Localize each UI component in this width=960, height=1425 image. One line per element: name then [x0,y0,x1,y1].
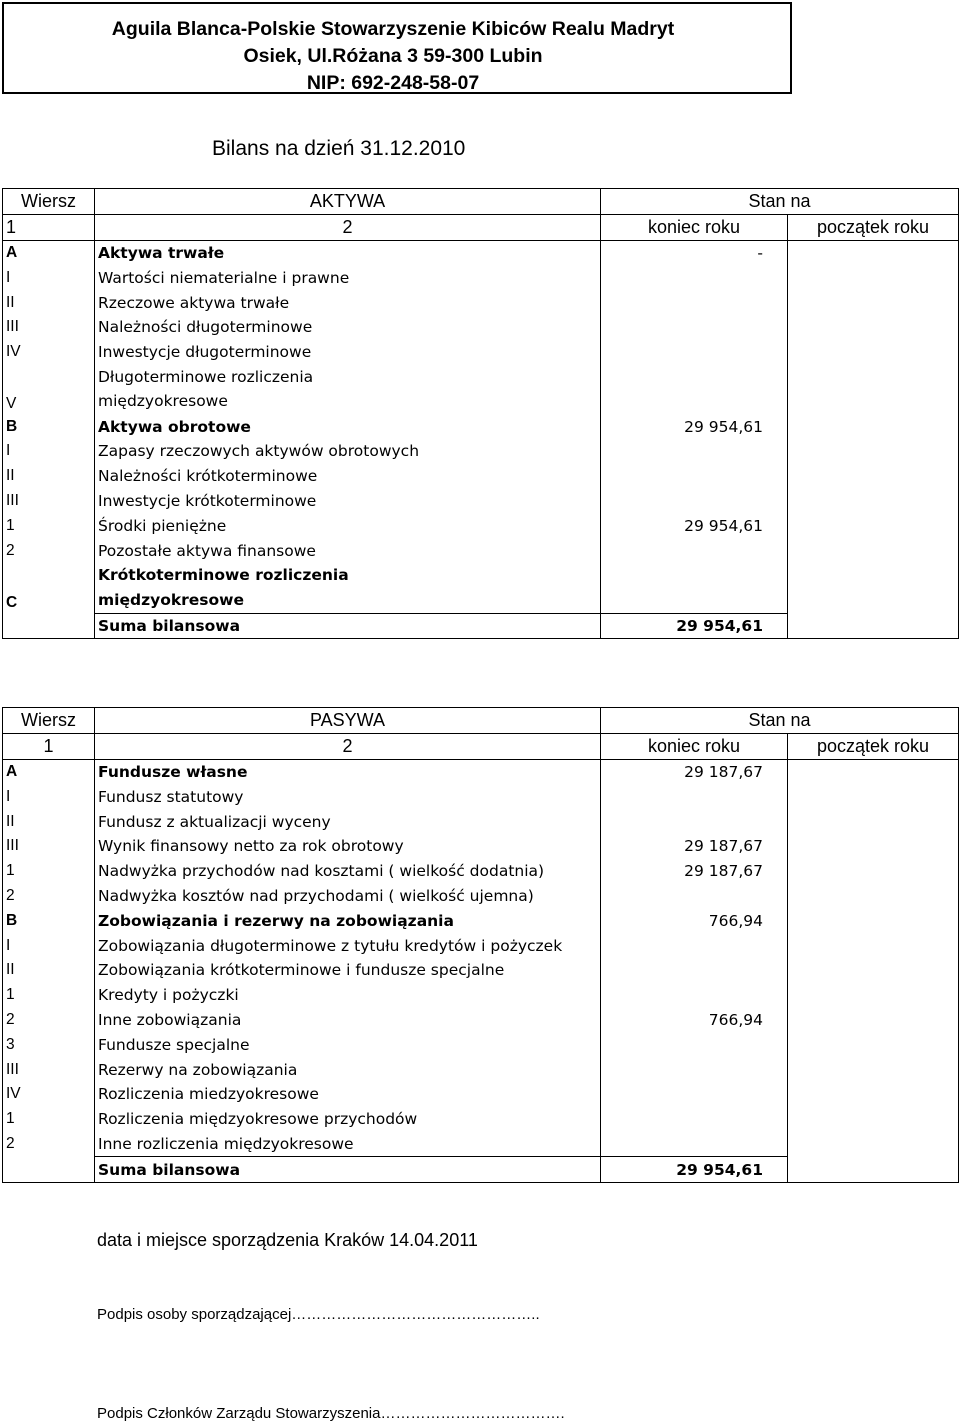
row-end-value [601,809,788,834]
row-id: 1 [3,1107,95,1132]
table-row [3,1008,959,1033]
row-id: 2 [3,1132,95,1157]
row-start-value [788,513,959,538]
row-end-value [601,784,788,809]
subheader-start-year: początek roku [788,733,959,759]
row-end-value [601,365,788,415]
table-row [3,340,959,365]
signature-preparer: Podpis osoby sporządzającej………………………………………….. [97,1306,540,1323]
row-start-value [788,365,959,415]
row-end-value [601,1032,788,1057]
row-id: II [3,464,95,489]
row-label: Fundusz statutowy [95,784,601,809]
row-label: Rozliczenia międzyokresowe przychodów [95,1107,601,1132]
table-row [3,464,959,489]
row-label [95,365,601,415]
row-start-value [788,489,959,514]
row-end-value [601,290,788,315]
row-label: Nadwyżka kosztów nad przychodami ( wielkość ujemna) [95,884,601,909]
subheader-col2: 2 [95,214,601,240]
table-row [3,784,959,809]
total-row [3,613,959,639]
row-start-value [788,464,959,489]
row-label: Rzeczowe aktywa trwałe [95,290,601,315]
row-id: V [3,365,95,415]
row-id: 3 [3,1032,95,1057]
table-row [3,983,959,1008]
row-label-line2: międzyokresowe [98,590,245,609]
row-start-value [788,290,959,315]
liabilities-table [2,707,959,1183]
row-id: A [3,240,95,265]
row-end-value [601,439,788,464]
table-subheader-row [3,214,959,240]
row-label: Należności krótkoterminowe [95,464,601,489]
row-start-value [788,340,959,365]
table-row [3,1132,959,1157]
total-start-value [788,613,959,639]
header-wiersz: Wiersz [3,708,95,734]
total-start-value [788,1157,959,1183]
row-id: III [3,1057,95,1082]
total-label: Suma bilansowa [95,613,601,639]
table-row [3,1057,959,1082]
row-label: Kredyty i pożyczki [95,983,601,1008]
row-end-value [601,538,788,563]
subheader-end-year: koniec roku [601,733,788,759]
row-label: Należności długoterminowe [95,315,601,340]
row-label-line1: Długoterminowe rozliczenia [98,367,314,386]
row-label [95,563,601,613]
row-id: I [3,265,95,290]
table-row [3,563,959,613]
organization-header [2,2,792,94]
row-id: I [3,784,95,809]
row-end-value: 29 187,67 [601,759,788,784]
row-end-value [601,1107,788,1132]
header-stan-na: Stan na [601,708,959,734]
row-id: B [3,908,95,933]
row-label: Środki pieniężne [95,513,601,538]
row-end-value [601,933,788,958]
header-stan-na: Stan na [601,189,959,215]
total-end-value: 29 954,61 [601,1157,788,1183]
header-section: AKTYWA [95,189,601,215]
row-label: Zobowiązania i rezerwy na zobowiązania [95,908,601,933]
table-row [3,290,959,315]
row-label: Wynik finansowy netto za rok obrotowy [95,834,601,859]
row-label: Inwestycje krótkoterminowe [95,489,601,514]
row-start-value [788,834,959,859]
row-end-value [601,265,788,290]
row-start-value [788,315,959,340]
table-row [3,365,959,415]
row-label: Aktywa obrotowe [95,414,601,439]
total-row [3,1157,959,1183]
row-label: Wartości niematerialne i prawne [95,265,601,290]
total-end-value: 29 954,61 [601,613,788,639]
row-id: C [3,563,95,613]
org-nip: NIP: 692-248-58-07 [306,72,480,94]
table-row [3,1032,959,1057]
row-start-value [788,265,959,290]
row-start-value [788,1082,959,1107]
row-end-value: - [601,240,788,265]
row-end-value [601,983,788,1008]
row-id: 2 [3,884,95,909]
subheader-end-year: koniec roku [601,214,788,240]
row-end-value [601,315,788,340]
row-end-value: 29 954,61 [601,414,788,439]
row-start-value [788,1032,959,1057]
row-end-value [601,464,788,489]
row-end-value [601,958,788,983]
table-row [3,414,959,439]
table-header-row [3,708,959,734]
row-start-value [788,809,959,834]
header-wiersz: Wiersz [3,189,95,215]
row-label: Rezerwy na zobowiązania [95,1057,601,1082]
header-section: PASYWA [95,708,601,734]
row-end-value: 29 954,61 [601,513,788,538]
row-end-value [601,1057,788,1082]
row-start-value [788,859,959,884]
assets-table [2,188,959,639]
row-id: IV [3,1082,95,1107]
row-end-value [601,340,788,365]
row-start-value [788,933,959,958]
row-end-value [601,1082,788,1107]
row-label: Zapasy rzeczowych aktywów obrotowych [95,439,601,464]
table-row [3,240,959,265]
row-id: 1 [3,513,95,538]
row-start-value [788,538,959,563]
row-label: Zobowiązania długoterminowe z tytułu kredytów i pożyczek [95,933,601,958]
row-label: Aktywa trwałe [95,240,601,265]
row-id: I [3,439,95,464]
row-id: II [3,809,95,834]
row-start-value [788,1008,959,1033]
row-end-value [601,563,788,613]
org-name: Aguila Blanca-Polskie Stowarzyszenie Kibiców Realu Madryt [111,18,675,40]
row-id: 2 [3,538,95,563]
row-id: 1 [3,859,95,884]
row-start-value [788,958,959,983]
row-label: Fundusze specjalne [95,1032,601,1057]
row-id: B [3,414,95,439]
row-id: III [3,489,95,514]
row-label: Rozliczenia miedzyokresowe [95,1082,601,1107]
signature-board: Podpis Członków Zarządu Stowarzyszenia………………………………. [97,1405,565,1422]
row-id: I [3,933,95,958]
row-start-value [788,240,959,265]
table-row [3,809,959,834]
row-label: Zobowiązania krótkoterminowe i fundusze specjalne [95,958,601,983]
table-row [3,933,959,958]
table-row [3,489,959,514]
row-start-value [788,1107,959,1132]
row-end-value: 766,94 [601,908,788,933]
row-end-value: 29 187,67 [601,859,788,884]
row-label: Fundusz z aktualizacji wyceny [95,809,601,834]
row-label-line1: Krótkoterminowe rozliczenia [98,566,349,585]
table-header-row [3,189,959,215]
table-row [3,513,959,538]
table-row [3,1082,959,1107]
table-subheader-row [3,733,959,759]
row-id: III [3,315,95,340]
row-id: 1 [3,983,95,1008]
row-end-value [601,1132,788,1157]
row-end-value: 29 187,67 [601,834,788,859]
table-row [3,439,959,464]
total-label: Suma bilansowa [95,1157,601,1183]
total-id [3,613,95,639]
row-label: Pozostałe aktywa finansowe [95,538,601,563]
row-end-value [601,884,788,909]
row-start-value [788,983,959,1008]
row-id: III [3,834,95,859]
row-id: 2 [3,1008,95,1033]
total-id [3,1157,95,1183]
row-start-value [788,414,959,439]
row-id: A [3,759,95,784]
row-end-value: 766,94 [601,1008,788,1033]
row-id: II [3,958,95,983]
table-row [3,834,959,859]
table-row [3,958,959,983]
table-row [3,884,959,909]
row-id: IV [3,340,95,365]
table-row [3,1107,959,1132]
subheader-col1: 1 [3,733,95,759]
table-row [3,315,959,340]
table-row [3,908,959,933]
row-start-value [788,1132,959,1157]
row-label: Fundusze własne [95,759,601,784]
org-address: Osiek, Ul.Różana 3 59-300 Lubin [243,45,543,67]
table-row [3,859,959,884]
row-id: II [3,290,95,315]
row-start-value [788,759,959,784]
row-start-value [788,439,959,464]
date-place: data i miejsce sporządzenia Kraków 14.04.2011 [97,1230,478,1250]
table-row [3,265,959,290]
subheader-col2: 2 [95,733,601,759]
row-start-value [788,1057,959,1082]
row-label: Inwestycje długoterminowe [95,340,601,365]
subheader-col1: 1 [3,214,95,240]
balance-title: Bilans na dzień 31.12.2010 [212,137,466,160]
row-label-line2: międzyokresowe [98,392,228,411]
row-label: Inne rozliczenia międzyokresowe [95,1132,601,1157]
row-label: Inne zobowiązania [95,1008,601,1033]
row-end-value [601,489,788,514]
row-start-value [788,908,959,933]
row-start-value [788,884,959,909]
subheader-start-year: początek roku [788,214,959,240]
row-label: Nadwyżka przychodów nad kosztami ( wielkość dodatnia) [95,859,601,884]
table-row [3,538,959,563]
row-start-value [788,784,959,809]
table-row [3,759,959,784]
row-start-value [788,563,959,613]
